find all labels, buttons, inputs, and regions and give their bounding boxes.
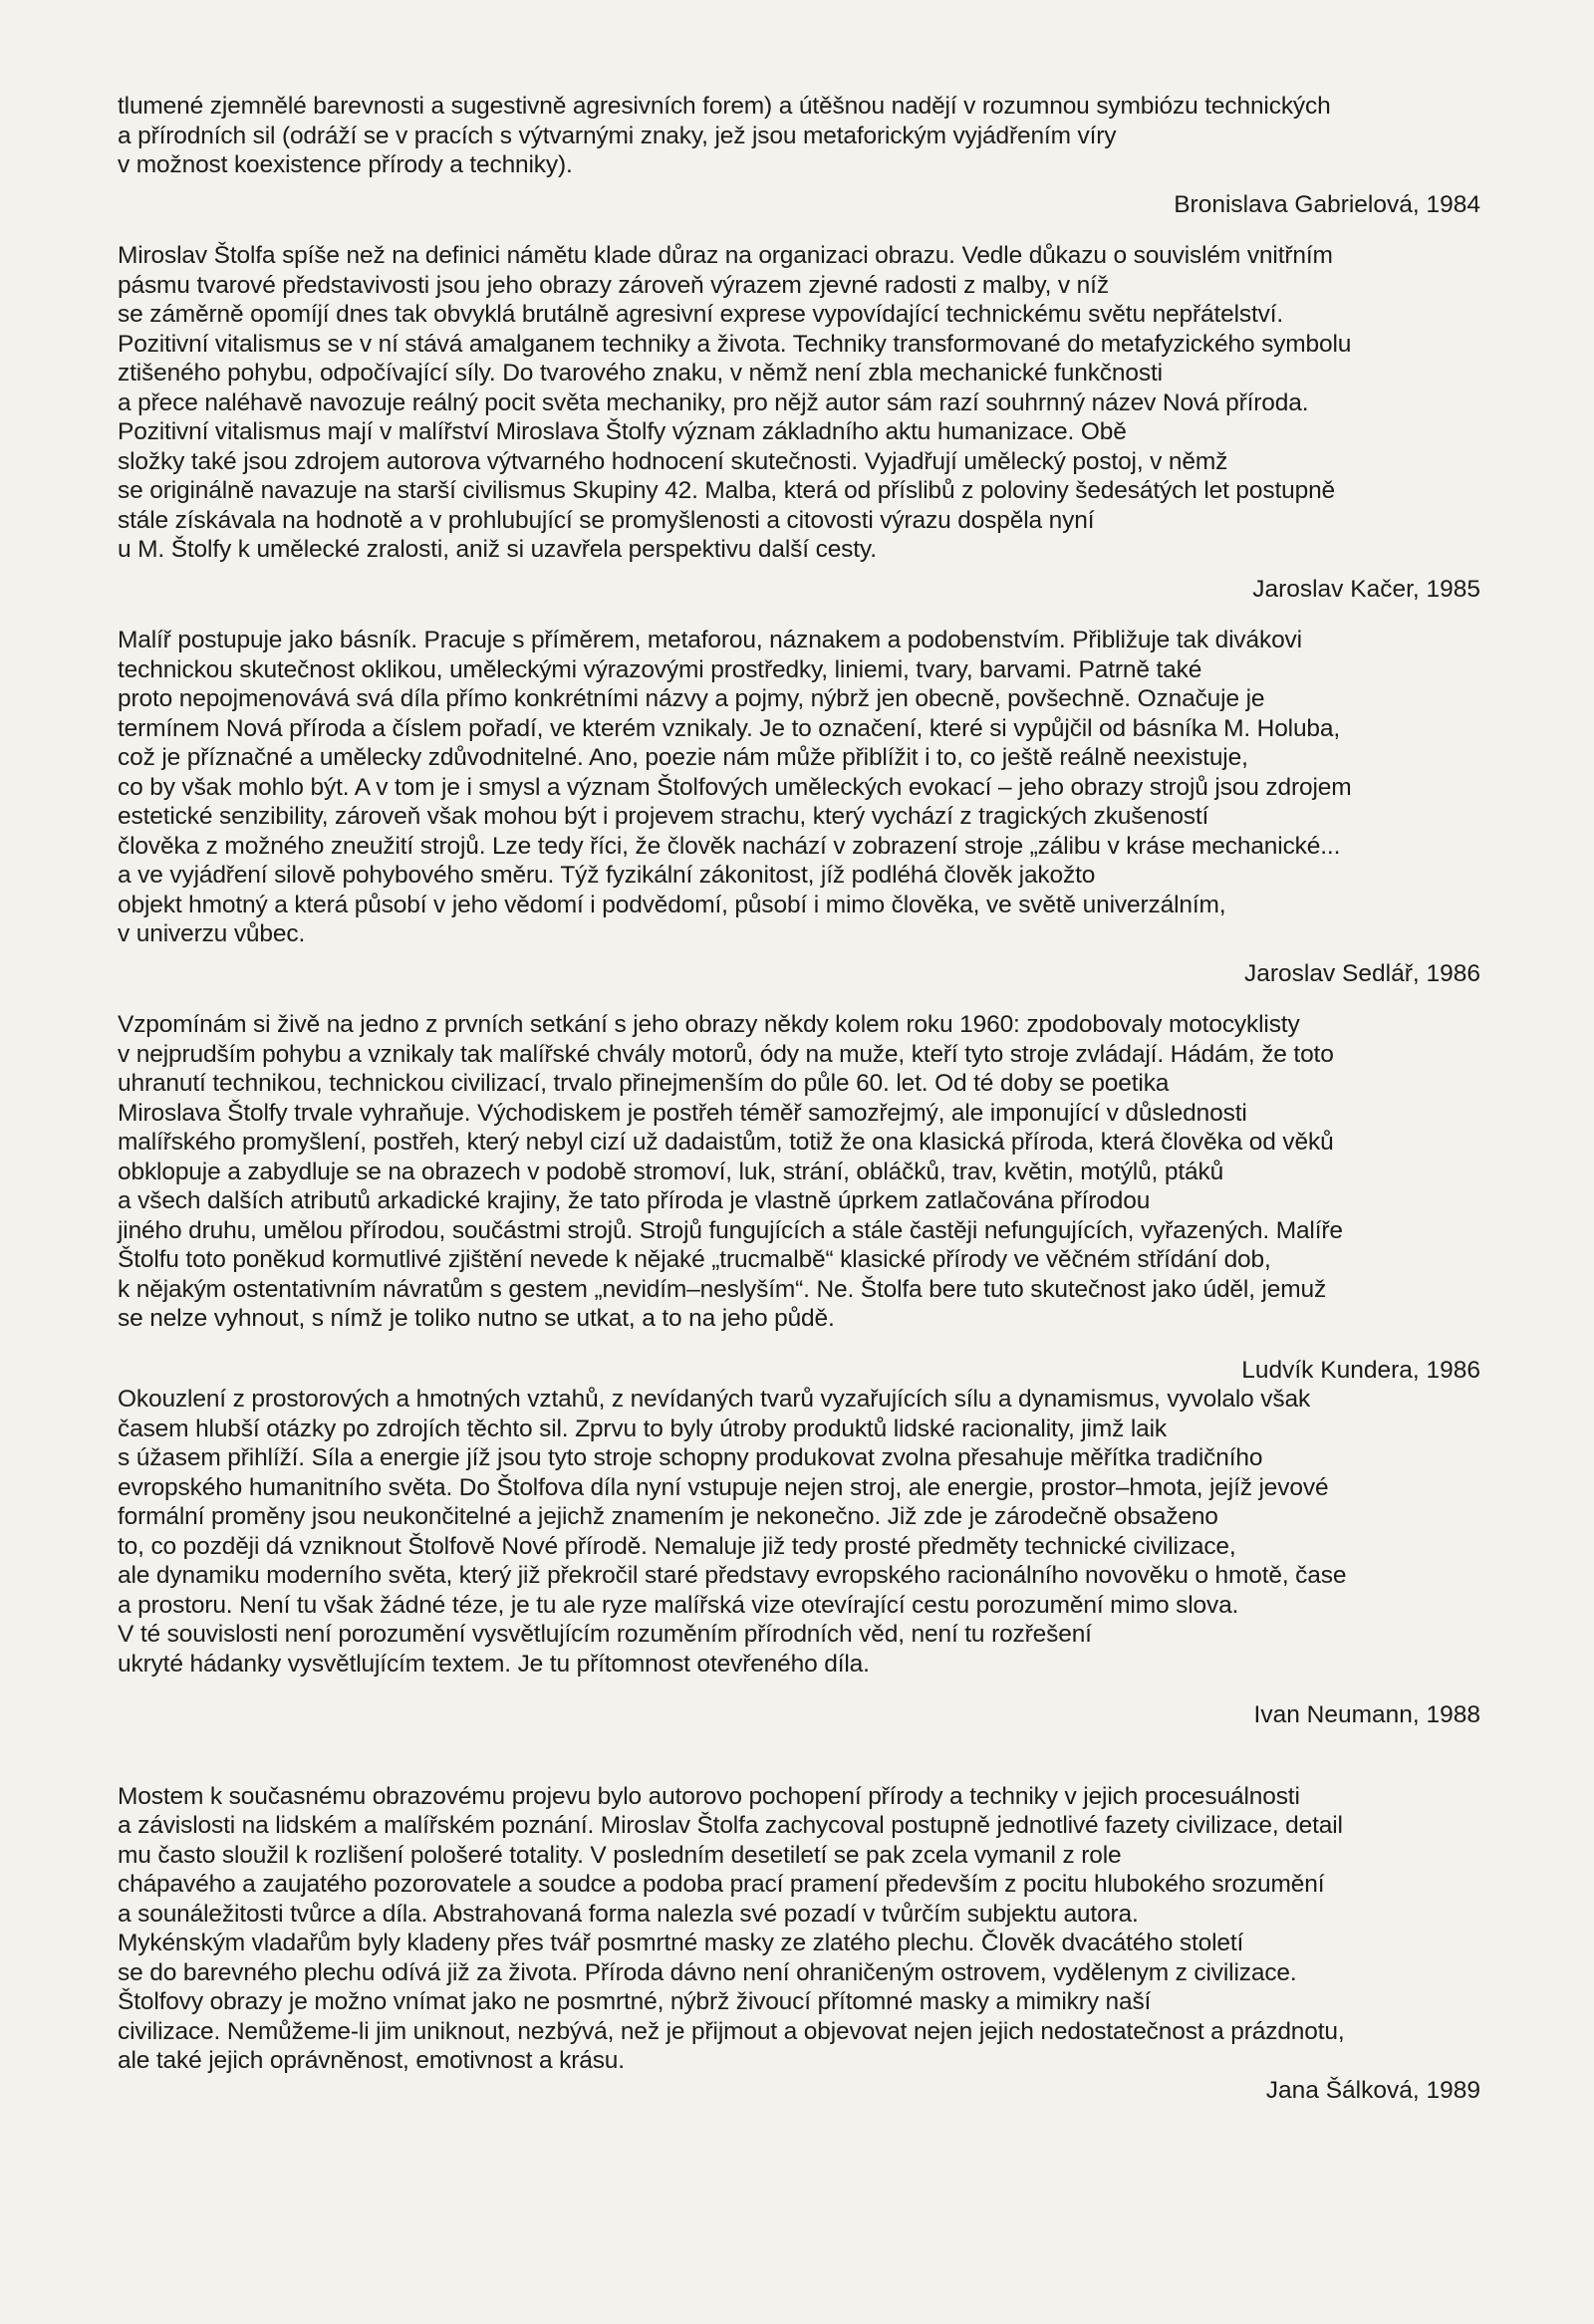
paragraph-line: estetické senzibility, zároveň však mohou být i projevem strachu, který vychází z tragických zkušeností xyxy=(118,803,1209,830)
paragraph-line: a ve vyjádření silově pohybového směru. Týž fyzikální zákonitost, jíž podléhá člověk jakožto xyxy=(118,862,1096,889)
paragraph-line: jiného druhu, umělou přírodou, součástmi strojů. Strojů fungujících a stále častěji nefungujících, vyřazených. Malíře xyxy=(118,1216,1343,1244)
paragraph-line: v univerzu vůbec. xyxy=(118,920,306,947)
author-signature: Ludvík Kundera, 1986 xyxy=(1241,1356,1480,1384)
paragraph-line: a prostoru. Není tu však žádné téze, je tu ale ryze malířská vize otevírající cestu porozumění mimo slova. xyxy=(118,1591,1239,1619)
paragraph-line: V té souvislosti není porozumění vysvětlujícím rozuměním přírodních věd, není tu rozřešení xyxy=(118,1621,1092,1648)
paragraph-line: evropského humanitního světa. Do Štolfova díla nyní vstupuje nejen stroj, ale energie, prostor–hmota, jejíž jevové xyxy=(118,1473,1329,1501)
paragraph-line: chápavého a zaujatého pozorovatele a soudce a podoba prací pramení především z pocitu hlubokého srozumění xyxy=(118,1871,1325,1898)
paragraph-line: Štolfu toto poněkud kormutlivé zjištění nevede k nějaké „trucmalbě“ klasické přírody ve věčném střídání dob, xyxy=(118,1246,1271,1273)
paragraph-line: člověka z možného zneužití strojů. Lze tedy říci, že člověk nachází v zobrazení stroje „zálibu v kráse mechanické... xyxy=(118,832,1341,860)
text-column xyxy=(118,92,1480,2105)
quote-kacer xyxy=(118,241,1480,604)
author-signature: Jaroslav Kačer, 1985 xyxy=(1252,575,1480,603)
paragraph-line: Vzpomínám si živě na jedno z prvních setkání s jeho obrazy někdy kolem roku 1960: zpodobovaly motocyklisty xyxy=(118,1011,1300,1038)
paragraph-line: proto nepojmenovává svá díla přímo konkrétními názvy a pojmy, nýbrž jen obecně, povšechně. Označuje je xyxy=(118,685,1265,712)
paragraph-line: se nelze vyhnout, s nímž je toliko nutno se utkat, a to na jeho půdě. xyxy=(118,1305,835,1332)
quote-neumann xyxy=(118,1385,1480,1730)
paragraph-line: u M. Štolfy k umělecké zralosti, aniž si uzavřela perspektivu další cesty. xyxy=(118,536,877,563)
paragraph-line: stále získávala na hodnotě a v prohlubující se promyšlenosti a citovosti výrazu dospěla nyní xyxy=(118,506,1095,534)
paragraph-line: civilizace. Nemůžeme-li jim uniknout, nezbývá, než je přijmout a objevovat nejen jejich nedostatečnost a prázdnotu, xyxy=(118,2017,1345,2045)
paragraph-line: časem hlubší otázky po zdrojích těchto sil. Zprvu to byly útroby produktů lidské racionality, jimž laik xyxy=(118,1415,1168,1442)
paragraph-line: termínem Nová příroda a číslem pořadí, ve kterém vznikaly. Je to označení, které si vypůjčil od básníka M. Holuba, xyxy=(118,714,1341,742)
quote-gabrielova xyxy=(118,92,1480,219)
paragraph-line: se do barevného plechu odívá již za života. Příroda dávno není ohraničeným ostrovem, vydělenym z civilizace. xyxy=(118,1958,1297,1986)
paragraph-line: to, co později dá vzniknout Štolfově Nové přírodě. Nemaluje již tedy prosté předměty technické civilizace, xyxy=(118,1532,1236,1560)
author-signature: Jaroslav Sedlář, 1986 xyxy=(1244,959,1480,987)
paragraph-line: Malíř postupuje jako básník. Pracuje s příměrem, metaforou, náznakem a podobenstvím. Přibližuje tak divákovi xyxy=(118,627,1302,653)
paragraph-line: ale dynamiku moderního světa, který již překročil staré představy evropského racionálního novověku o hmotě, čase xyxy=(118,1562,1347,1589)
paragraph-line: malířského promyšlení, postřeh, který nebyl cizí už dadaistům, totiž že ona klasická příroda, která člověka od věků xyxy=(118,1129,1334,1156)
paragraph-line: obklopuje a zabydluje se na obrazech v podobě stromoví, luk, strání, obláčků, trav, květin, motýlů, ptáků xyxy=(118,1158,1224,1185)
paragraph-line: složky také jsou zdrojem autorova výtvarného hodnocení skutečnosti. Vyjadřují umělecký postoj, v němž xyxy=(118,447,1228,475)
paragraph-line: ale také jejich oprávněnost, emotivnost a krásu. xyxy=(118,2047,625,2074)
paragraph-line: Mykénským vladařům byly kladeny přes tvář posmrtné masky ze zlatého plechu. Člověk dvacátého století xyxy=(118,1930,1244,1956)
paragraph-line: mu často sloužil k rozlišení pološeré totality. V posledním desetiletí se pak zcela vymanil z role xyxy=(118,1841,1122,1869)
paragraph-line: Miroslav Štolfa spíše než na definici námětu klade důraz na organizaci obrazu. Vedle důkazu o souvislém vnitřním xyxy=(118,242,1333,269)
paragraph-line: co by však mohlo být. A v tom je i smysl a význam Štolfových uměleckých evokací – jeho obrazy strojů jsou zdrojem xyxy=(118,773,1352,801)
author-signature: Ivan Neumann, 1988 xyxy=(1253,1701,1480,1728)
paragraph-line: Pozitivní vitalismus mají v malířství Miroslava Štolfy význam základního aktu humanizace. Obě xyxy=(118,418,1127,445)
paragraph-line: a přece naléhavě navozuje reálný pocit světa mechaniky, pro nějž autor sám razí souhrnný název Nová příroda. xyxy=(118,388,1309,416)
paragraph-line: v možnost koexistence přírody a techniky). xyxy=(118,151,573,178)
paragraph-line: v nejprudším pohybu a vznikaly tak malířské chvály motorů, ódy na muže, kteří tyto stroje zvládají. Hádám, že toto xyxy=(118,1040,1334,1068)
author-signature: Bronislava Gabrielová, 1984 xyxy=(1174,190,1480,218)
paragraph-line: a sounáležitosti tvůrce a díla. Abstrahovaná forma nalezla své pozadí v tvůrčím subjektu autora. xyxy=(118,1900,1139,1928)
paragraph-line: Pozitivní vitalismus se v ní stává amalganem techniky a života. Techniky transformované do metafyzického symbolu xyxy=(118,330,1352,358)
quote-salkova xyxy=(118,1782,1480,2106)
paragraph-line: k nějakým ostentativním návratům s gestem „nevidím–neslyším“. Ne. Štolfa bere tuto skutečnost jako úděl, jemuž xyxy=(118,1275,1327,1303)
paragraph-line: s úžasem přihlíží. Síla a energie jíž jsou tyto stroje schopny produkovat zvolna přesahuje měřítka tradičního xyxy=(118,1444,1263,1471)
quote-sedlar xyxy=(118,626,1480,988)
paragraph-line: a přírodních sil (odráží se v pracích s výtvarnými znaky, jež jsou metaforickým vyjádřením víry xyxy=(118,122,1117,149)
paragraph-line: formální proměny jsou neukončitelné a jejichž znamením je nekonečno. Již zde je zárodečně obsaženo xyxy=(118,1503,1218,1530)
paragraph-line: tlumené zjemnělé barevnosti a sugestivně agresivních forem) a útěšnou nadějí v rozumnou symbiózu technických xyxy=(118,93,1331,120)
paragraph-line: Miroslava Štolfy trvale vyhraňuje. Východiskem je postřeh téměř samozřejmý, ale imponující v důslednosti xyxy=(118,1099,1247,1127)
paragraph-line: se záměrně opomíjí dnes tak obvyklá brutálně agresivní exprese vypovídající technickému světu nepřátelství. xyxy=(118,301,1284,328)
paragraph-line: technickou skutečnost oklikou, uměleckými výrazovými prostředky, liniemi, tvary, barvami. Patrně také xyxy=(118,655,1202,683)
paragraph-line: pásmu tvarové představivosti jsou jeho obrazy zároveň výrazem zjevné radosti z malby, v níž xyxy=(118,271,1109,299)
paragraph-line: uhranutí technikou, technickou civilizací, trvalo přinejmenším do půle 60. let. Od té doby se poetika xyxy=(118,1070,1170,1097)
paragraph-line: a závislosti na lidském a malířském poznání. Miroslav Štolfa zachycoval postupně jednotlivé fazety civilizace, detail xyxy=(118,1812,1343,1839)
paragraph-line: což je příznačné a umělecky zdůvodnitelné. Ano, poezie nám může přiblížit i to, co ještě reálně neexistuje, xyxy=(118,744,1248,771)
paragraph-line: objekt hmotný a která působí v jeho vědomí i podvědomí, působí i mimo člověka, ve světě univerzálním, xyxy=(118,891,1226,918)
quote-kundera xyxy=(118,1010,1480,1385)
paragraph-line: Štolfovy obrazy je možno vnímat jako ne posmrtné, nýbrž živoucí přítomné masky a mimikry naší xyxy=(118,1988,1152,2015)
author-signature: Jana Šálková, 1989 xyxy=(1265,2076,1480,2104)
paragraph-line: Mostem k současnému obrazovému projevu bylo autorovo pochopení přírody a techniky v jejich procesuálnosti xyxy=(118,1782,1300,1810)
paragraph-line: ztišeného pohybu, odpočívající síly. Do tvarového znaku, v němž není zbla mechanické funkčnosti xyxy=(118,360,1163,387)
paragraph-line: ukryté hádanky vysvětlujícím textem. Je tu přítomnost otevřeného díla. xyxy=(118,1650,870,1678)
paragraph-line: a všech dalších atributů arkadické krajiny, že tato příroda je vlastně úprkem zatlačována přírodou xyxy=(118,1187,1151,1214)
paragraph-line: se originálně navazuje na starší civilismus Skupiny 42. Malba, která od příslibů z poloviny šedesátých let postupně xyxy=(118,477,1336,504)
paragraph-line: Okouzlení z prostorových a hmotných vztahů, z nevídaných tvarů vyzařujících sílu a dynamismus, vyvolalo však xyxy=(118,1386,1311,1413)
